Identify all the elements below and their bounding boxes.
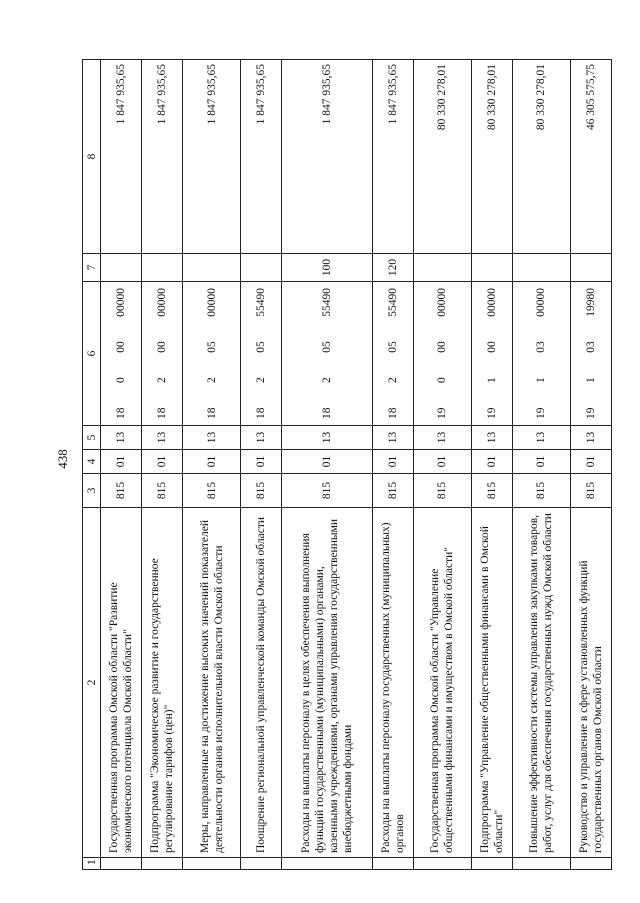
- row-subsection: 13: [282, 426, 373, 450]
- row-name: Государственная программа Омской области "Развитие экономического потенциала Омской области": [101, 508, 142, 858]
- row-grbs: 815: [182, 474, 240, 508]
- row-amount: 46 305 575,75: [570, 60, 611, 254]
- row-target-article: 19 0 00 00000: [413, 282, 471, 426]
- row-subsection: 13: [101, 426, 142, 450]
- row-grbs: 815: [570, 474, 611, 508]
- table-row: [241, 60, 282, 870]
- row-amount: 1 847 935,65: [372, 60, 413, 254]
- table-row: [282, 60, 373, 870]
- header-col-6: 6: [83, 282, 101, 426]
- table-row: [471, 60, 512, 870]
- row-amount: 80 330 278,01: [512, 60, 570, 254]
- row-target-article: 18 2 05 55490: [372, 282, 413, 426]
- row-amount: 1 847 935,65: [141, 60, 182, 254]
- row-name: Подпрограмма "Экономическое развитие и государственное регулирование тарифов (цен)": [141, 508, 182, 858]
- row-expense-type: [512, 254, 570, 282]
- row-expense-type: [141, 254, 182, 282]
- row-grbs: 815: [413, 474, 471, 508]
- row-subsection: 13: [471, 426, 512, 450]
- row-expense-type: [413, 254, 471, 282]
- header-col-7: 7: [83, 254, 101, 282]
- table-row: [512, 60, 570, 870]
- budget-table: [82, 59, 612, 870]
- row-expense-type: [101, 254, 142, 282]
- row-subsection: 13: [413, 426, 471, 450]
- row-subsection: 13: [512, 426, 570, 450]
- row-grbs: 815: [471, 474, 512, 508]
- row-section: 01: [282, 450, 373, 474]
- row-subsection: 13: [182, 426, 240, 450]
- row-expense-type: [241, 254, 282, 282]
- row-target-article: 19 1 03 00000: [512, 282, 570, 426]
- page-number: 438: [55, 449, 70, 469]
- rotated-table-container: [82, 60, 612, 870]
- row-name: Подпрограмма "Управление общественными финансами в Омской области": [471, 508, 512, 858]
- row-target-article: 18 2 00 00000: [141, 282, 182, 426]
- row-amount: 1 847 935,65: [282, 60, 373, 254]
- row-section: 01: [182, 450, 240, 474]
- row-target-article: 19 1 03 19980: [570, 282, 611, 426]
- row-amount: 80 330 278,01: [471, 60, 512, 254]
- header-row: [83, 60, 101, 870]
- row-subsection: 13: [570, 426, 611, 450]
- row-subsection: 13: [241, 426, 282, 450]
- row-expense-type: [471, 254, 512, 282]
- row-expense-type: 100: [282, 254, 373, 282]
- row-section: 01: [101, 450, 142, 474]
- header-col-3: 3: [83, 474, 101, 508]
- row-name: Расходы на выплаты персоналу государственных (муниципальных) органов: [372, 508, 413, 858]
- row-subsection: 13: [141, 426, 182, 450]
- row-amount: 1 847 935,65: [241, 60, 282, 254]
- row-expense-type: 120: [372, 254, 413, 282]
- row-section: 01: [241, 450, 282, 474]
- row-name: Руководство и управление в сфере установленных функций государственных органов Омской области: [570, 508, 611, 858]
- row-target-article: 18 0 00 00000: [101, 282, 142, 426]
- table-row: [101, 60, 142, 870]
- header-col-8: 8: [83, 60, 101, 254]
- row-name: Поощрение региональной управленческой команды Омской области: [241, 508, 282, 858]
- row-grbs: 815: [372, 474, 413, 508]
- row-expense-type: [182, 254, 240, 282]
- row-subsection: 13: [372, 426, 413, 450]
- header-col-5: 5: [83, 426, 101, 450]
- row-name: Повышение эффективности системы управления закупками товаров, работ, услуг для обеспечения государственных нужд Омской области: [512, 508, 570, 858]
- table-row: [182, 60, 240, 870]
- table-row: [372, 60, 413, 870]
- row-grbs: 815: [101, 474, 142, 508]
- row-target-article: 18 2 05 55490: [241, 282, 282, 426]
- row-grbs: 815: [282, 474, 373, 508]
- row-name: Меры, направленные на достижение высоких значений показателей деятельности органов исполнительной власти Омской области: [182, 508, 240, 858]
- row-section: 01: [471, 450, 512, 474]
- row-section: 01: [372, 450, 413, 474]
- row-target-article: 19 1 00 00000: [471, 282, 512, 426]
- row-target-article: 18 2 05 00000: [182, 282, 240, 426]
- table-row: [570, 60, 611, 870]
- row-amount: 1 847 935,65: [101, 60, 142, 254]
- row-amount: 80 330 278,01: [413, 60, 471, 254]
- row-section: 01: [413, 450, 471, 474]
- row-grbs: 815: [141, 474, 182, 508]
- row-expense-type: [570, 254, 611, 282]
- row-section: 01: [512, 450, 570, 474]
- row-grbs: 815: [241, 474, 282, 508]
- row-name: Расходы на выплаты персоналу в целях обеспечения выполнения функций государственными (муниципальными) органами, казенными учреждениями, органами управления государственными внебюджетными фондами: [282, 508, 373, 858]
- row-name: Государственная программа Омской области "Управление общественными финансами и имуществом в Омской области": [413, 508, 471, 858]
- row-grbs: 815: [512, 474, 570, 508]
- row-section: 01: [141, 450, 182, 474]
- row-section: 01: [570, 450, 611, 474]
- header-col-2: 2: [83, 508, 101, 858]
- table-row: [413, 60, 471, 870]
- table-row: [141, 60, 182, 870]
- header-col-1: 1: [83, 858, 101, 870]
- row-target-article: 18 2 05 55490: [282, 282, 373, 426]
- header-col-4: 4: [83, 450, 101, 474]
- row-amount: 1 847 935,65: [182, 60, 240, 254]
